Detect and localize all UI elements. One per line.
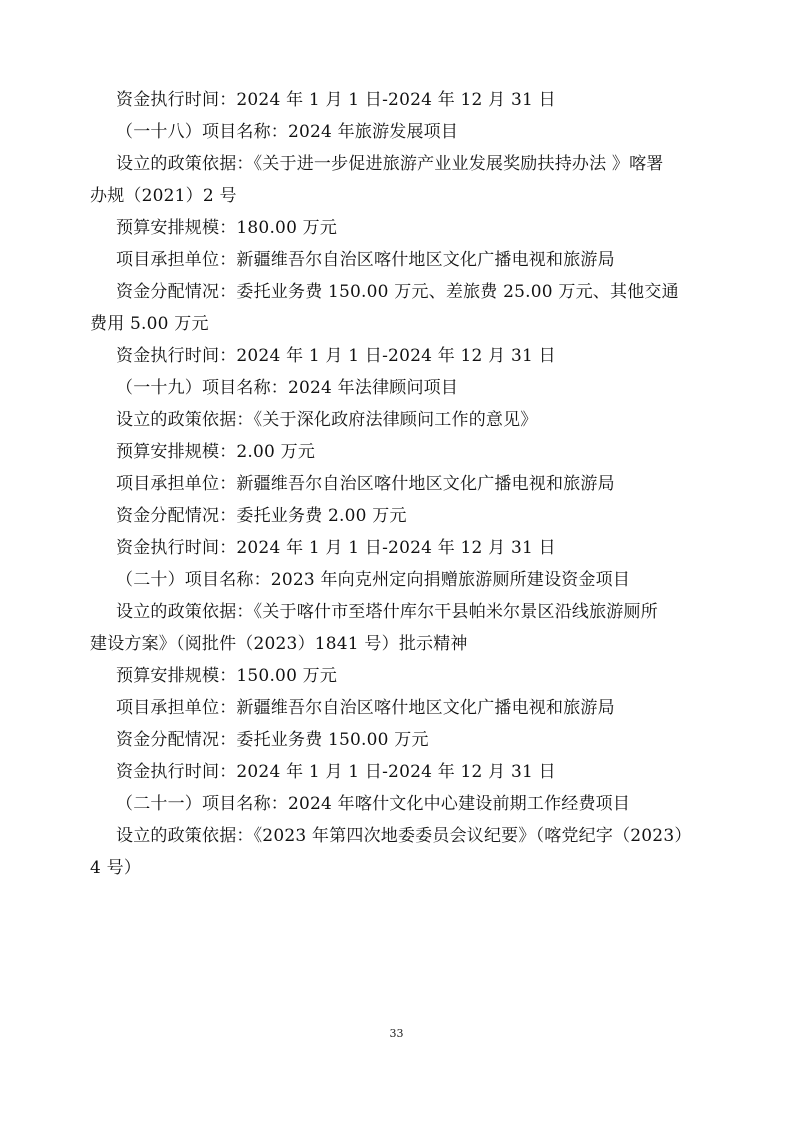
budget-scale-line: 预算安排规模：180.00 万元	[116, 218, 338, 238]
undertaking-unit-line: 项目承担单位：新疆维吾尔自治区喀什地区文化广播电视和旅游局	[116, 250, 615, 270]
project-20-title: （二十）项目名称：2023 年向克州定向捐赠旅游厕所建设资金项目	[116, 570, 631, 590]
fund-allocation-line: 资金分配情况：委托业务费 150.00 万元、差旅费 25.00 万元、其他交通	[116, 282, 679, 302]
policy-basis-line-continued: 4 号）	[90, 858, 142, 878]
document-body	[90, 84, 714, 884]
policy-basis-line: 设立的政策依据：《关于深化政府法律顾问工作的意见》	[116, 410, 538, 430]
page-number: 33	[389, 1027, 404, 1040]
fund-allocation-line: 资金分配情况：委托业务费 2.00 万元	[116, 506, 407, 526]
fund-execution-time-line: 资金执行时间：2024 年 1 月 1 日-2024 年 12 月 31 日	[116, 538, 556, 558]
undertaking-unit-line: 项目承担单位：新疆维吾尔自治区喀什地区文化广播电视和旅游局	[116, 474, 615, 494]
fund-allocation-line: 资金分配情况：委托业务费 150.00 万元	[116, 730, 429, 750]
fund-execution-time-line: 资金执行时间：2024 年 1 月 1 日-2024 年 12 月 31 日	[116, 90, 556, 110]
project-19-title: （一十九）项目名称：2024 年法律顾问项目	[116, 378, 459, 398]
budget-scale-line: 预算安排规模：2.00 万元	[116, 442, 316, 462]
policy-basis-line: 设立的政策依据：《关于喀什市至塔什库尔干县帕米尔景区沿线旅游厕所	[116, 602, 658, 622]
project-21-title: （二十一）项目名称：2024 年喀什文化中心建设前期工作经费项目	[116, 794, 631, 814]
fund-execution-time-line: 资金执行时间：2024 年 1 月 1 日-2024 年 12 月 31 日	[116, 762, 556, 782]
undertaking-unit-line: 项目承担单位：新疆维吾尔自治区喀什地区文化广播电视和旅游局	[116, 698, 615, 718]
policy-basis-line-continued: 建设方案》（阅批件（2023）1841 号）批示精神	[90, 634, 468, 654]
project-18-title: （一十八）项目名称：2024 年旅游发展项目	[116, 122, 459, 142]
budget-scale-line: 预算安排规模：150.00 万元	[116, 666, 338, 686]
fund-allocation-line-continued: 费用 5.00 万元	[90, 314, 209, 334]
policy-basis-line-continued: 办规（2021）2 号	[90, 186, 237, 206]
policy-basis-line: 设立的政策依据：《2023 年第四次地委委员会议纪要》（喀党纪字（2023）	[116, 826, 692, 846]
policy-basis-line: 设立的政策依据：《关于进一步促进旅游产业业发展奖励扶持办法 》喀署	[116, 154, 664, 174]
fund-execution-time-line: 资金执行时间：2024 年 1 月 1 日-2024 年 12 月 31 日	[116, 346, 556, 366]
